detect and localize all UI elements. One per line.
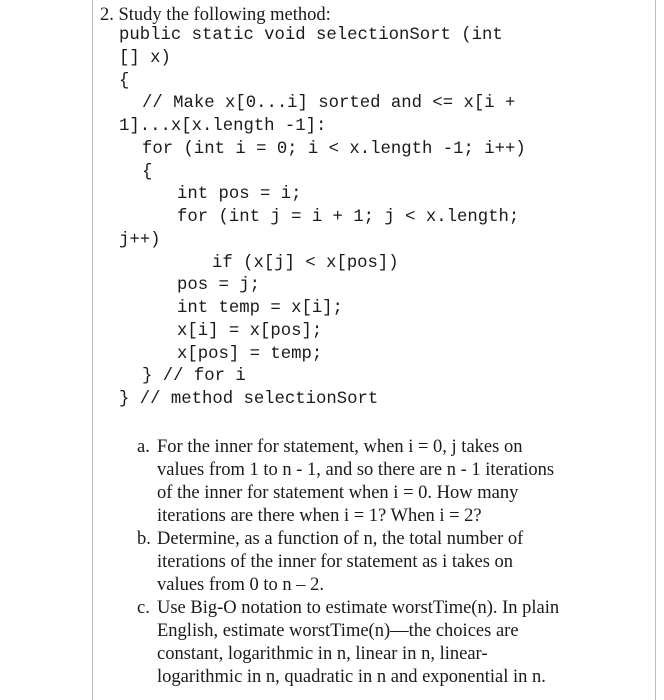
subpart-line: constant, logarithmic in n, linear in n, linear- (157, 644, 488, 664)
code-line: int temp = x[i]; (177, 299, 343, 318)
code-line: 1]...x[x.length -1]: (119, 117, 327, 136)
subpart-line: English, estimate worstTime(n)—the choices are (157, 621, 519, 641)
code-line: int pos = i; (177, 185, 302, 204)
question-heading: 2. Study the following method: (100, 5, 331, 25)
subpart-line: of the inner for statement when i = 0. How many (157, 483, 519, 503)
subpart-line: Determine, as a function of n, the total number of (157, 529, 524, 549)
code-line: pos = j; (177, 276, 260, 295)
code-line: x[pos] = temp; (177, 345, 323, 364)
code-line: { (119, 72, 130, 91)
code-line: // Make x[0...i] sorted and <= x[i + (142, 94, 516, 113)
page-border-left (92, 0, 93, 700)
code-line: j++) (119, 231, 161, 250)
subpart-label: a. (137, 437, 150, 457)
code-line: [] x) (119, 49, 171, 68)
subpart-line: values from 1 to n - 1, and so there are n - 1 iterations (157, 460, 555, 480)
subpart-line: values from 0 to n – 2. (157, 575, 324, 595)
subpart-line: logarithmic in n, quadratic in n and exponential in n. (157, 667, 546, 687)
subpart-label: b. (137, 529, 151, 549)
code-line: } // method selectionSort (119, 390, 379, 409)
code-line: for (int j = i + 1; j < x.length; (177, 208, 520, 227)
code-line: for (int i = 0; i < x.length -1; i++) (142, 140, 526, 159)
code-line: { (142, 163, 153, 182)
code-line: if (x[j] < x[pos]) (212, 254, 399, 273)
subpart-line: iterations of the inner for statement as i takes on (157, 552, 514, 572)
code-line: public static void selectionSort (int (119, 26, 503, 45)
subpart-line: For the inner for statement, when i = 0, j takes on (157, 437, 523, 457)
subpart-line: iterations are there when i = 1? When i = 2? (157, 506, 482, 526)
page-border-right (655, 0, 656, 700)
code-line: } // for i (142, 367, 246, 386)
subpart-label: c. (137, 598, 150, 618)
code-line: x[i] = x[pos]; (177, 322, 323, 341)
subpart-line: Use Big-O notation to estimate worstTime(n). In plain (157, 598, 560, 618)
